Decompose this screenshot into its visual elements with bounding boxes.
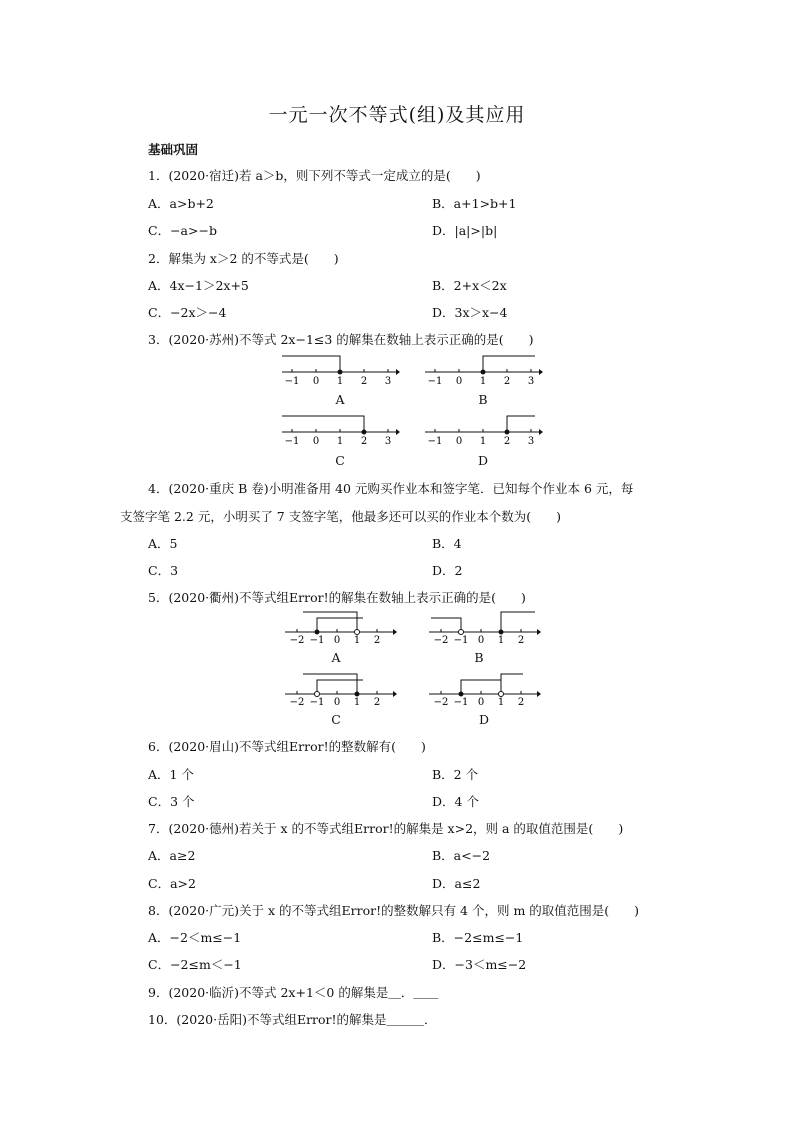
q5-caption-a: A: [331, 650, 341, 665]
question-6: 6．(2020·眉山)不等式组Error!的整数解有( ): [148, 739, 426, 754]
q5-number-line-d: [427, 670, 542, 706]
q3a-tick-2: 1: [336, 376, 344, 387]
q3a-tick-0: −1: [284, 376, 300, 387]
q3d-tick-2: 1: [479, 436, 487, 447]
q6-option-a: A．1 个: [148, 767, 194, 782]
q1-option-c: C．−a>−b: [148, 223, 217, 238]
q4-option-b: B．4: [432, 536, 462, 551]
q8-option-c: C．−2≤m＜−1: [148, 957, 242, 972]
q5-caption-d: D: [478, 712, 490, 727]
q3c-tick-2: 1: [336, 436, 344, 447]
q5c-tick-4: 2: [373, 697, 381, 706]
q5-number-line-c: [283, 670, 398, 706]
q3a-tick-3: 2: [360, 376, 368, 387]
q5b-tick-4: 2: [517, 635, 525, 644]
q3b-tick-0: −1: [427, 376, 443, 387]
q8-option-b: B．−2≤m≤−1: [432, 930, 524, 945]
question-10: 10．(2020·岳阳)不等式组Error!的解集是＿＿＿．: [148, 1012, 437, 1027]
q3a-tick-4: 3: [384, 376, 392, 387]
q5c-tick-0: −2: [289, 697, 305, 706]
q3-number-line-d: [423, 412, 543, 448]
question-4-line-2: 支签字笔 2.2 元，小明买了 7 支签字笔，他最多还可以买的作业本个数为( ): [120, 509, 561, 524]
q5a-tick-0: −2: [289, 635, 305, 644]
q6-option-b: B．2 个: [432, 767, 479, 782]
q8-option-d: D．−3＜m≤−2: [432, 957, 527, 972]
q5-caption-b: B: [474, 650, 484, 665]
q5d-tick-1: −1: [453, 697, 469, 706]
question-2: 2．解集为 x＞2 的不等式是( ): [148, 251, 339, 266]
question-3: 3．(2020·苏州)不等式 2x−1≤3 的解集在数轴上表示正确的是( ): [148, 332, 534, 347]
q3d-tick-0: −1: [427, 436, 443, 447]
q5a-tick-2: 0: [333, 635, 341, 644]
q5-number-line-b: [427, 608, 542, 644]
q5b-tick-3: 1: [497, 635, 505, 644]
q2-option-b: B．2+x＜2x: [432, 278, 507, 293]
q3-caption-b: B: [478, 392, 488, 407]
q5-number-line-a: [283, 608, 398, 644]
q3-caption-c: C: [335, 453, 345, 468]
question-7: 7．(2020·德州)若关于 x 的不等式组Error!的解集是 x>2，则 a 的取值范围是( ): [148, 821, 624, 836]
q3c-tick-0: −1: [284, 436, 300, 447]
question-8: 8．(2020·广元)关于 x 的不等式组Error!的整数解只有 4 个，则 m 的取值范围是( ): [148, 903, 640, 918]
q3-caption-d: D: [477, 453, 489, 468]
q7-option-b: B．a<−2: [432, 848, 491, 863]
q2-option-c: C．−2x＞−4: [148, 305, 227, 320]
q7-option-a: A．a≥2: [148, 848, 196, 863]
q3-number-line-a: [280, 352, 400, 388]
q5c-tick-2: 0: [333, 697, 341, 706]
q5a-tick-3: 1: [353, 635, 361, 644]
q3-number-line-c: [280, 412, 400, 448]
question-4-line-1: 4．(2020·重庆 B 卷)小明准备用 40 元购买作业本和签字笔．已知每个作业本 6 元，每: [148, 481, 634, 496]
q5c-tick-1: −1: [309, 697, 325, 706]
q5c-tick-3: 1: [353, 697, 361, 706]
q3-number-line-b: [423, 352, 543, 388]
q7-option-d: D．a≤2: [432, 876, 481, 891]
q3d-tick-1: 0: [455, 436, 463, 447]
question-5: 5．(2020·衢州)不等式组Error!的解集在数轴上表示正确的是( ): [148, 590, 526, 605]
q3b-tick-4: 3: [527, 376, 535, 387]
q3b-tick-1: 0: [455, 376, 463, 387]
q3a-tick-1: 0: [312, 376, 320, 387]
q3d-tick-3: 2: [503, 436, 511, 447]
q4-option-d: D．2: [432, 563, 463, 578]
q5b-tick-2: 0: [477, 635, 485, 644]
q6-option-c: C．3 个: [148, 794, 195, 809]
q2-option-a: A．4x−1＞2x+5: [148, 278, 249, 293]
q5-caption-c: C: [331, 712, 341, 727]
question-9: 9．(2020·临沂)不等式 2x+1＜0 的解集是＿．＿＿: [148, 985, 439, 1000]
q4-option-a: A．5: [148, 536, 178, 551]
q5d-tick-3: 1: [497, 697, 505, 706]
q3d-tick-4: 3: [527, 436, 535, 447]
section-heading: 基础巩固: [148, 142, 199, 157]
q3c-tick-1: 0: [312, 436, 320, 447]
q1-option-d: D．|a|>|b|: [432, 223, 498, 238]
q3c-tick-4: 3: [384, 436, 392, 447]
q5d-tick-4: 2: [517, 697, 525, 706]
q3c-tick-3: 2: [360, 436, 368, 447]
q5a-tick-4: 2: [373, 635, 381, 644]
q3b-tick-2: 1: [479, 376, 487, 387]
q5a-tick-1: −1: [309, 635, 325, 644]
q2-option-d: D．3x＞x−4: [432, 305, 508, 320]
q3b-tick-3: 2: [503, 376, 511, 387]
q3-caption-a: A: [335, 392, 345, 407]
q5d-tick-2: 0: [477, 697, 485, 706]
q1-option-b: B．a+1>b+1: [432, 196, 517, 211]
q7-option-c: C．a>2: [148, 876, 196, 891]
page-title: 一元一次不等式(组)及其应用: [268, 104, 526, 126]
q8-option-a: A．−2＜m≤−1: [148, 930, 242, 945]
q4-option-c: C．3: [148, 563, 179, 578]
question-1: 1．(2020·宿迁)若 a＞b，则下列不等式一定成立的是( ): [148, 168, 481, 183]
q1-option-a: A．a>b+2: [148, 196, 214, 211]
q5b-tick-0: −2: [433, 635, 449, 644]
q5b-tick-1: −1: [453, 635, 469, 644]
q5d-tick-0: −2: [433, 697, 449, 706]
q6-option-d: D．4 个: [432, 794, 479, 809]
